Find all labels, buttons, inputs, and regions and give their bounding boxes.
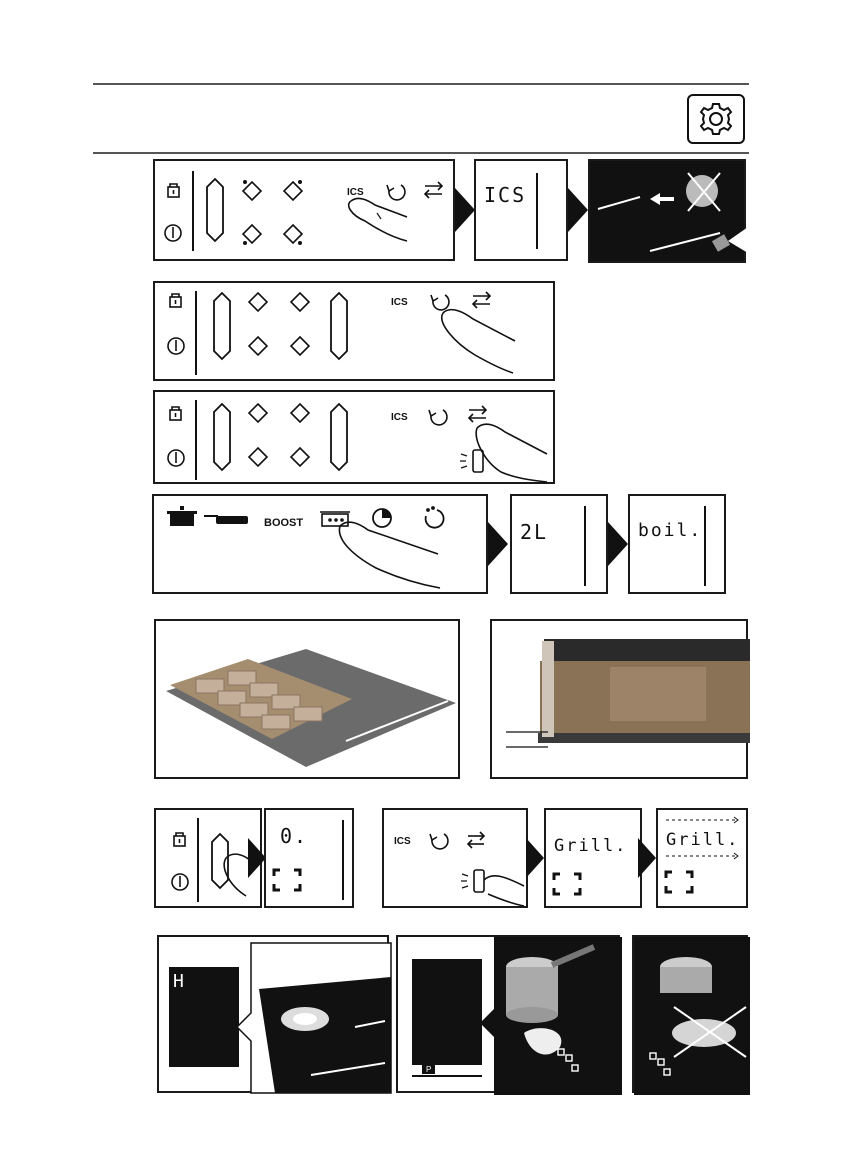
rotate-icon[interactable] (387, 185, 405, 200)
overflow-photo (396, 935, 620, 1093)
swap-icon[interactable] (425, 182, 442, 198)
display-panel-6c (544, 808, 642, 908)
lock-icon (174, 833, 185, 846)
pan-sensor-icon (473, 450, 483, 472)
control-panel-1 (153, 159, 455, 261)
ics-label[interactable]: ICS (347, 187, 364, 198)
ics-label: ICS (394, 836, 411, 847)
slider-zone[interactable] (207, 179, 223, 241)
display-panel-4a (510, 494, 608, 594)
bottom-rule (93, 152, 749, 154)
grill-icon (320, 512, 350, 526)
rotate-icon (431, 295, 449, 310)
rotate-icon (429, 410, 447, 425)
cooking-zone-keys[interactable] (243, 181, 302, 244)
hob-photo-1 (588, 159, 746, 263)
display-panel-1 (474, 159, 568, 261)
residual-heat-photo (157, 935, 389, 1093)
power-icon (168, 338, 184, 354)
rotate-icon (430, 834, 448, 849)
finger-icon (484, 876, 524, 906)
display-text: ICS (484, 183, 527, 207)
control-panel-2 (153, 281, 555, 381)
control-panel-6b (382, 808, 528, 908)
grill-side-photo (490, 619, 748, 779)
display-text: Grill. (666, 830, 740, 850)
arrow-right (455, 188, 475, 232)
slider-zone (214, 293, 230, 359)
control-panel-6 (154, 808, 262, 908)
pan-sensor-icon (474, 870, 484, 892)
finger-icon (349, 201, 407, 241)
grill-plate-photo (154, 619, 460, 779)
display-panel-4b (628, 494, 726, 594)
program-label: P (422, 1065, 435, 1074)
stopwatch-icon (426, 507, 444, 528)
gear-icon (687, 94, 745, 144)
top-rule (93, 83, 749, 85)
swap-icon (469, 406, 486, 422)
display-text: 0. (280, 824, 309, 848)
control-panel-4 (152, 494, 488, 594)
pan-icon (204, 515, 248, 524)
power-icon (172, 874, 188, 890)
finger-icon (339, 526, 440, 588)
display-text: boil. (638, 520, 703, 541)
display-text: 2L (520, 520, 549, 544)
power-icon (168, 450, 184, 466)
ics-label: ICS (391, 412, 408, 423)
slider-zone-right (331, 293, 347, 359)
ics-label: ICS (391, 297, 408, 308)
timer-pie-icon (373, 509, 391, 527)
display-text: H (173, 971, 184, 992)
lock-icon (170, 407, 181, 420)
boost-label: BOOST (264, 517, 304, 529)
lock-icon (168, 184, 179, 197)
lock-icon (170, 294, 181, 307)
display-panel-6d (656, 808, 748, 908)
pot-icon (167, 506, 197, 526)
display-text: Grill. (554, 836, 628, 856)
control-panel-3 (153, 390, 555, 484)
swap-icon (468, 832, 484, 848)
display-panel-6a (264, 808, 354, 908)
power-icon[interactable] (165, 225, 181, 241)
swap-icon (473, 292, 490, 308)
arrow-right (568, 188, 588, 232)
lid-photo (632, 935, 748, 1093)
